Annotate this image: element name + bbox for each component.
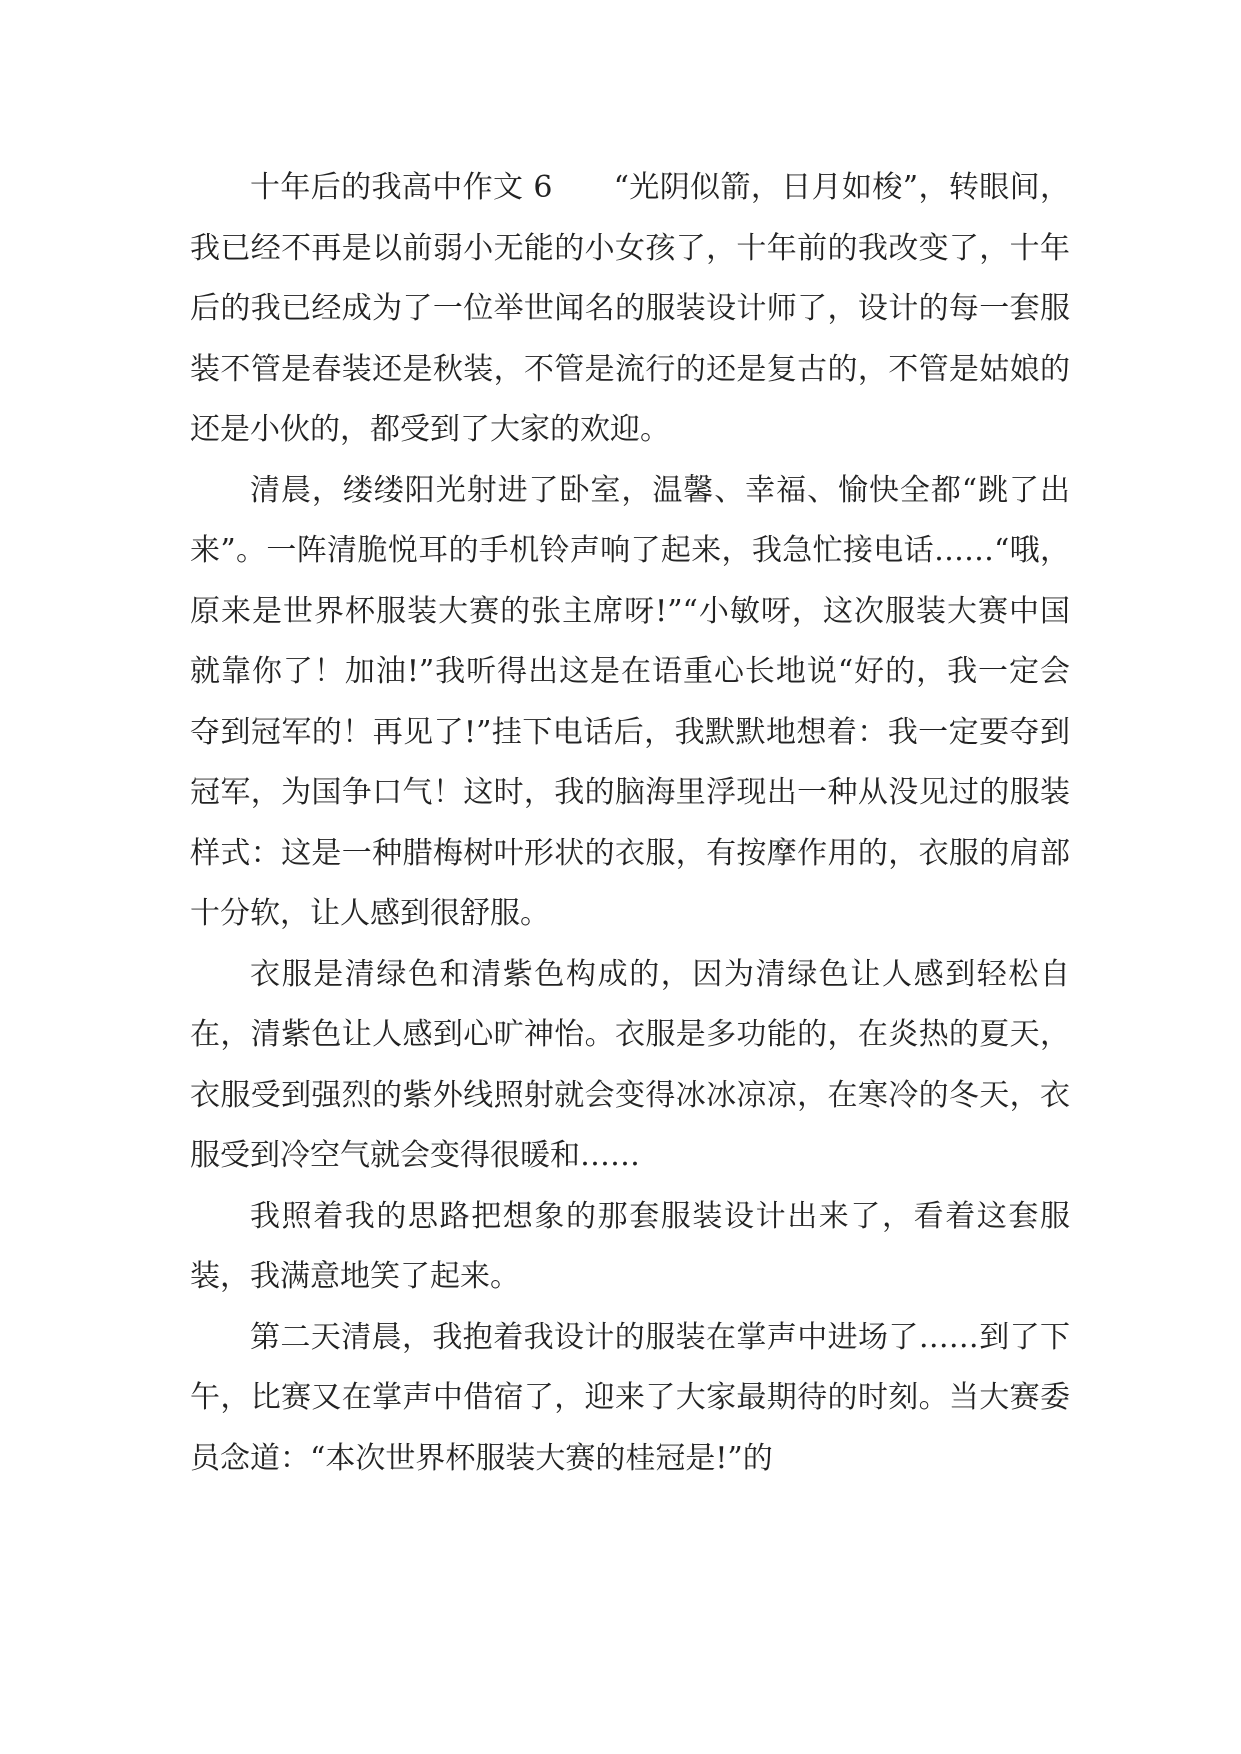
- paragraph-3: 衣服是清绿色和清紫色构成的，因为清绿色让人感到轻松自在，清紫色让人感到心旷神怡。衣服是多功能的，在炎热的夏天，衣服受到强烈的紫外线照射就会变得冰冰凉凉，在寒冷的冬天，衣服受到冷空气就会变得很暖和……: [190, 956, 1070, 1173]
- paragraph-4: 我照着我的思路把想象的那套服装设计出来了，看着这套服装，我满意地笑了起来。: [190, 1198, 1070, 1294]
- paragraph-5: 第二天清晨，我抱着我设计的服装在掌声中进场了……到了下午，比赛又在掌声中借宿了，迎来了大家最期待的时刻。当大赛委员念道：“本次世界杯服装大赛的桂冠是!”的: [190, 1319, 1070, 1476]
- paragraph-2: 清晨，缕缕阳光射进了卧室，温馨、幸福、愉快全都“跳了出来”。一阵清脆悦耳的手机铃声响了起来，我急忙接电话……“哦，原来是世界杯服装大赛的张主席呀!”“小敏呀，这次服装大赛中国就靠你了！加油!”我听得出这是在语重心长地说“好的，我一定会夺到冠军的！再见了!”挂下电话后，我默默地想着：我一定要夺到冠军，为国争口气！这时，我的脑海里浮现出一种从没见过的服装样式：这是一种腊梅树叶形状的衣服，有按摩作用的，衣服的肩部十分软，让人感到很舒服。: [190, 472, 1070, 931]
- paragraph-1: 十年后的我高中作文 6 “光阴似箭，日月如梭”，转眼间，我已经不再是以前弱小无能的小女孩了，十年前的我改变了，十年后的我已经成为了一位举世闻名的服装设计师了，设计的每一套服装不管是春装还是秋装，不管是流行的还是复古的，不管是姑娘的还是小伙的，都受到了大家的欢迎。: [190, 170, 1070, 447]
- essay-body: [190, 158, 1070, 1489]
